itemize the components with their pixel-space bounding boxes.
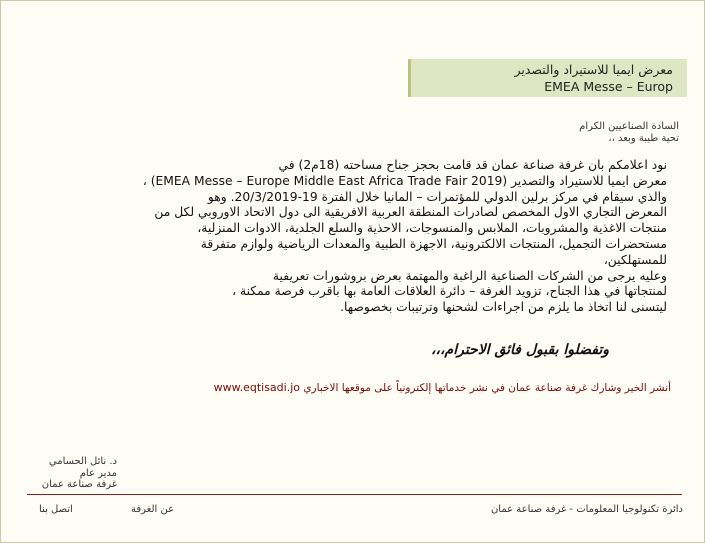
website-link[interactable]: www.eqtisadi.jo — [213, 381, 300, 394]
body-line: وعليه يرجى من الشركات الصناعية الراغبة والمهتمة بعرض بروشورات تعريفية — [272, 268, 667, 283]
letter-body — [61, 158, 667, 316]
department-credit: دائرة تكنولوجيا المعلومات - غرفة صناعة عمان — [490, 504, 683, 515]
body-line: ليتسنى لنا اتخاذ ما يلزم من اجراءات لشحنها وترتيبات بخصوصها. — [340, 300, 667, 315]
body-line: لمنتجاتها في هذا الجناح، تزويد الغرفة – دائرة العلاقات العامة بها باقرب فرصة ممكنة ، — [232, 284, 667, 299]
body-line: مستحضرات التجميل، المنتجات الالكترونية، الاجهزة الطبية والمعدات الرياضية ولوازم متفرقة — [200, 236, 667, 251]
share-line — [161, 380, 671, 396]
signatory-org: غرفة صناعة عمان — [41, 479, 117, 490]
title-arabic: معرض ايميا للاستيراد والتصدير — [514, 62, 673, 77]
signatory-name: د. نائل الحسامي — [48, 456, 117, 467]
closing-line: وتفضلوا بقبول فائق الاحترام،،، — [431, 342, 609, 358]
body-line: للمستهلكين، — [603, 252, 667, 267]
footer-divider — [27, 494, 682, 495]
body-line: نود اعلامكم بان غرفة صناعة عمان قد قامت بحجز جناح مساحته (18م2) في — [278, 158, 667, 172]
body-line: معرض ايميا للاستيراد والتصدير (EMEA Messe – Europe Middle East Africa Trade Fair 2019) ، — [142, 173, 667, 188]
body-line: المعرض التجاري الاول المخصص لصادرات المنطقة العربية الافريقية الى دول الاتحاد الاوروبي لكل من — [154, 205, 667, 220]
salutation — [579, 121, 679, 145]
exhibition-title-box — [408, 59, 687, 97]
body-line: والذي سيقام في مركز برلين الدولي للمؤتمرات – المانيا خلال الفترة 19-20/3/2019. وهو — [207, 189, 667, 204]
signatory-role: مدير عام — [79, 467, 117, 479]
contact-us-link[interactable]: اتصل بنا — [39, 504, 73, 515]
share-text: أنشر الخير وشارك غرفة صناعة عمان في نشر خدماتها إلكترونياً على موقعها الاخباري — [303, 382, 671, 394]
salutation-line-2: تحية طيبة وبعد ،، — [608, 133, 679, 144]
body-line: منتجات الاغذية والمشروبات، الملابس والمنسوجات، الاحذية والسلع الجلدية، الادوات المنزلية، — [197, 221, 667, 236]
about-chamber-link[interactable]: عن الغرفة — [131, 504, 175, 515]
salutation-line-1: السادة الصناعيين الكرام — [579, 121, 679, 132]
title-english: EMEA Messe – Europ — [544, 79, 673, 94]
signature-block — [25, 456, 117, 491]
